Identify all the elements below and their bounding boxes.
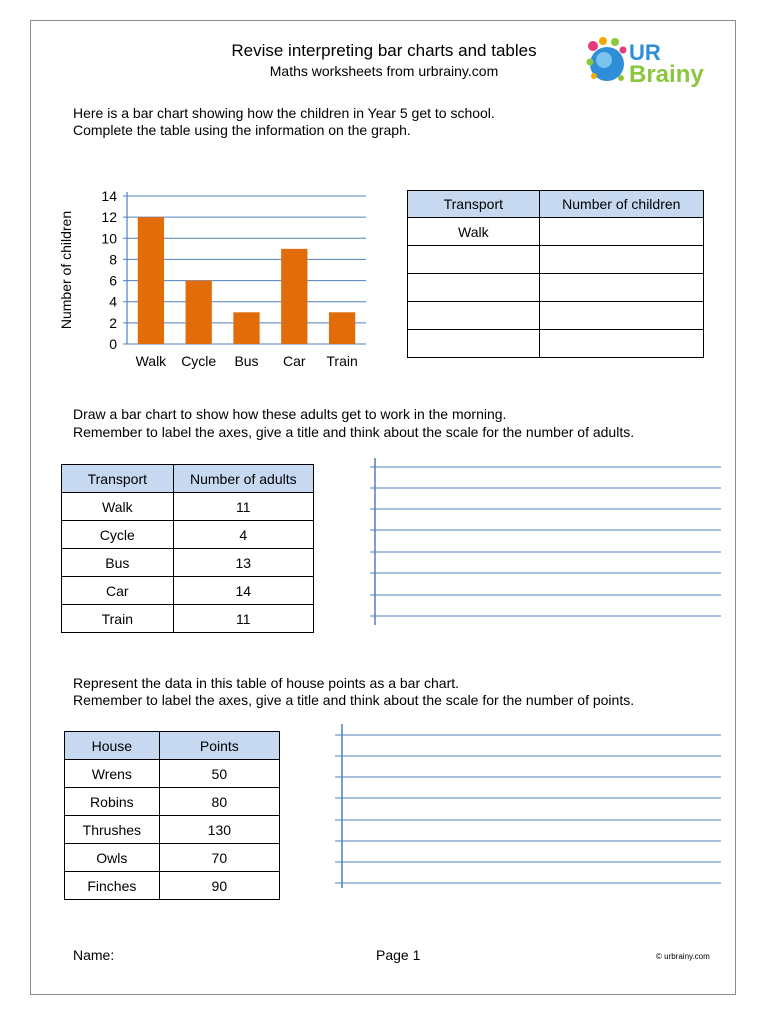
table-row <box>62 605 314 633</box>
y-tick-label: 8 <box>109 251 117 268</box>
section1-line2: Complete the table using the information on the graph. <box>73 122 411 138</box>
page-title: Revise interpreting bar charts and tables <box>231 41 537 60</box>
table-cell: Finches <box>65 872 160 900</box>
section2-line2: Remember to label the axes, give a title and think about the scale for the number of adults. <box>73 424 635 440</box>
table-cell: Walk <box>62 493 174 521</box>
table-cell: Wrens <box>65 760 160 788</box>
logo-text-bottom: Brainy <box>629 61 704 88</box>
table-row <box>65 844 280 872</box>
table-cell: Train <box>62 605 174 633</box>
table-cell: Bus <box>62 549 174 577</box>
name-label: Name: <box>73 947 115 963</box>
table-cell-input[interactable] <box>539 330 703 358</box>
urbrainy-logo <box>585 30 735 92</box>
section2-line1: Draw a bar chart to show how these adults get to work in the morning. <box>73 406 507 422</box>
house-points-table <box>64 731 280 900</box>
bar-bus <box>233 312 259 344</box>
table-cell: Owls <box>65 844 160 872</box>
table-row <box>65 760 280 788</box>
table-cell: Robins <box>65 788 160 816</box>
table-cell-input[interactable] <box>408 274 540 302</box>
table-cell-input[interactable] <box>539 302 703 330</box>
table-cell: 70 <box>159 844 279 872</box>
y-tick-label: 14 <box>101 188 117 204</box>
table-cell: 90 <box>159 872 279 900</box>
logo-text-top: UR <box>629 40 661 65</box>
table-cell-input[interactable] <box>408 246 540 274</box>
bar-train <box>329 312 355 344</box>
y-tick-label: 10 <box>101 230 117 247</box>
table-row <box>408 330 704 358</box>
table-cell-input[interactable] <box>408 302 540 330</box>
y-tick-label: 0 <box>109 336 117 352</box>
table-cell: 80 <box>159 788 279 816</box>
x-tick-label: Train <box>326 353 358 369</box>
section1-line1: Here is a bar chart showing how the children in Year 5 get to school. <box>73 105 495 121</box>
table-row <box>408 274 704 302</box>
table-cell: Car <box>62 577 174 605</box>
table-cell: Walk <box>408 218 540 246</box>
y-axis-label: Number of children <box>58 210 74 330</box>
page-number: Page 1 <box>376 947 421 963</box>
y-tick-label: 6 <box>109 272 117 289</box>
children-table <box>407 190 704 358</box>
x-tick-label: Cycle <box>181 353 217 369</box>
table-cell-input[interactable] <box>539 218 703 246</box>
table-cell-input[interactable] <box>539 274 703 302</box>
table-row <box>408 302 704 330</box>
table-row <box>62 549 314 577</box>
table-header: Number of adults <box>173 465 313 493</box>
copyright-text: © urbrainy.com <box>656 952 710 961</box>
table-cell: Thrushes <box>65 816 160 844</box>
table-cell: 11 <box>173 493 313 521</box>
table-row <box>65 816 280 844</box>
table-cell-input[interactable] <box>539 246 703 274</box>
table-header: Transport <box>408 191 540 218</box>
bar-walk <box>138 217 164 344</box>
table-cell: 4 <box>173 521 313 549</box>
table-cell: 130 <box>159 816 279 844</box>
table-row <box>408 218 704 246</box>
table-row <box>408 246 704 274</box>
bar-car <box>281 249 307 344</box>
table-header: House <box>65 732 160 760</box>
table-row <box>62 493 314 521</box>
y-tick-label: 4 <box>109 293 117 310</box>
table-cell: 50 <box>159 760 279 788</box>
table-header: Transport <box>62 465 174 493</box>
y-tick-label: 2 <box>109 314 117 331</box>
bar-chart <box>50 180 380 375</box>
table-row <box>62 521 314 549</box>
adults-drawing-area[interactable] <box>365 455 725 630</box>
y-tick-label: 12 <box>101 209 117 226</box>
table-cell: 13 <box>173 549 313 577</box>
bar-cycle <box>186 281 212 344</box>
table-cell-input[interactable] <box>408 330 540 358</box>
page-subtitle: Maths worksheets from urbrainy.com <box>269 63 499 79</box>
house-points-drawing-area[interactable] <box>330 722 725 892</box>
table-row <box>65 788 280 816</box>
x-tick-label: Walk <box>135 353 167 369</box>
table-cell: 14 <box>173 577 313 605</box>
x-tick-label: Car <box>283 353 306 369</box>
adults-table <box>61 464 314 633</box>
table-header: Number of children <box>539 191 703 218</box>
x-tick-label: Bus <box>234 353 259 369</box>
table-cell: Cycle <box>62 521 174 549</box>
table-header: Points <box>159 732 279 760</box>
table-row <box>62 577 314 605</box>
section3-line2: Remember to label the axes, give a title and think about the scale for the number of points. <box>73 692 635 708</box>
table-row <box>65 872 280 900</box>
table-cell: 11 <box>173 605 313 633</box>
section3-line1: Represent the data in this table of house points as a bar chart. <box>73 675 460 691</box>
